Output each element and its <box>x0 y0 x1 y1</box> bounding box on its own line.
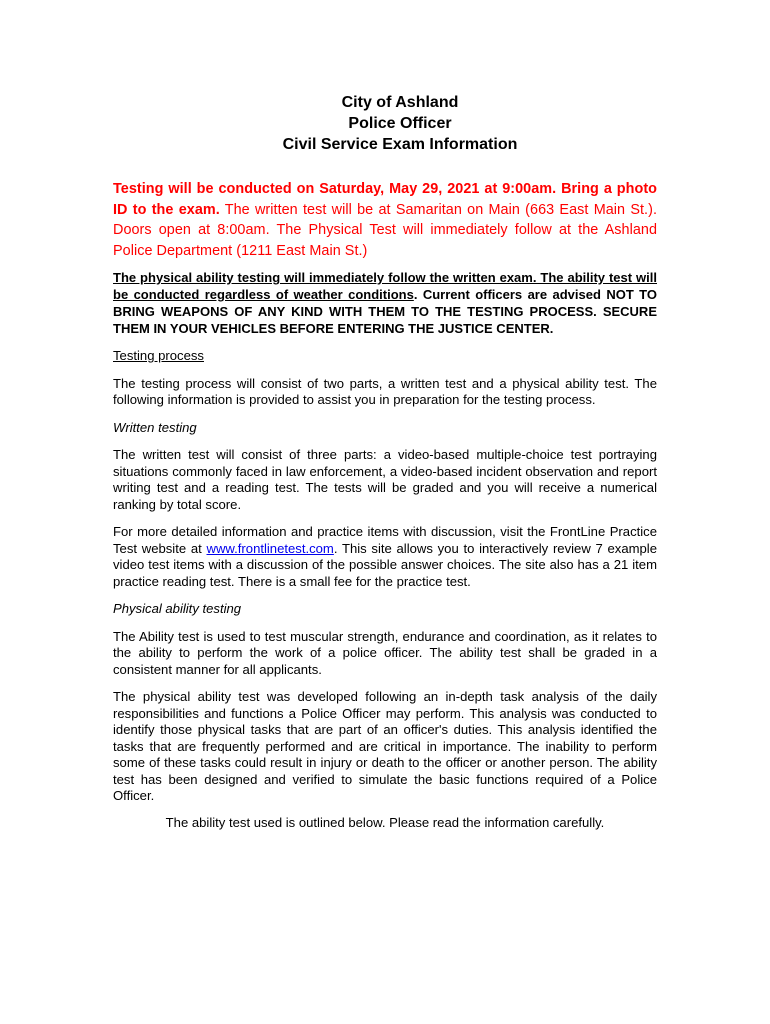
physical-testing-purpose: The Ability test is used to test muscular strength, endurance and coordination, as it relates to the ability to perform the work of a police officer. The ability test shall be graded in a consistent manner for all applicants. <box>113 628 657 677</box>
warning-caps-text: . Current officers are advised NOT TO BRING WEAPONS OF ANY KIND WITH THEM TO THE TESTING PROCESS. SECURE THEM IN YOUR VEHICLES BEFORE ENTERING THE JUSTICE CENTER. <box>113 287 657 336</box>
testing-process-heading: Testing process <box>113 348 204 363</box>
written-testing-body: The written test will consist of three parts: a video-based multiple-choice test portraying situations commonly faced in law enforcement, a video-based incident observation and report writing test and a reading test. The tests will be graded and you will receive a numerical ranking by total score. <box>113 447 657 512</box>
document-page <box>113 92 657 831</box>
written-testing-heading: Written testing <box>113 419 197 435</box>
title-line-position: Police Officer <box>348 115 452 132</box>
testing-process-body: The testing process will consist of two parts, a written test and a physical ability test. The following information is provided to assist you in preparation for the testing process. <box>113 375 657 407</box>
frontline-info-paragraph <box>113 524 657 590</box>
title-line-city: City of Ashland <box>341 94 459 111</box>
frontline-text-before: For more detailed information and practice items with discussion, visit the FrontLine Practice Test website at <box>113 524 657 556</box>
physical-testing-development: The physical ability test was developed following an in-depth task analysis of the daily responsibilities and functions a Police Officer may perform. This analysis was conducted to identify those physical tasks that are part of an officer's duties. This analysis identified the tasks that are frequently performed and are critical in importance. The inability to perform some of these tasks could result in injury or death to the officer or another person. The ability test has been designed and verified to simulate the basic functions required of a Police Officer. <box>113 689 657 803</box>
testing-location-text: The written test will be at Samaritan on Main (663 East Main St.). Doors open at 8:00am. The Physical Test will immediately follow at the Ashland Police Department (1211 East Main St.) <box>113 201 657 259</box>
testing-announcement <box>113 179 657 261</box>
closing-note: The ability test used is outlined below. Please read the information carefully. <box>165 814 605 830</box>
frontline-text-after: . This site allows you to interactively review 7 example video test items with a discussion of the possible answer choices. The site also has a 21 item practice reading test. There is a small fee for the practice test. <box>113 540 657 589</box>
frontline-website-link[interactable]: www.frontlinetest.com <box>206 540 334 556</box>
weapons-warning <box>113 269 657 337</box>
title-line-exam: Civil Service Exam Information <box>282 136 518 153</box>
testing-date-bold: Testing will be conducted on Saturday, May 29, 2021 at 9:00am. Bring a photo ID to the exam. <box>113 181 657 218</box>
physical-testing-heading: Physical ability testing <box>113 601 242 616</box>
warning-underlined-text: The physical ability testing will immediately follow the written exam. The ability test will be conducted regardless of weather conditions <box>113 270 657 302</box>
document-title <box>143 92 657 155</box>
